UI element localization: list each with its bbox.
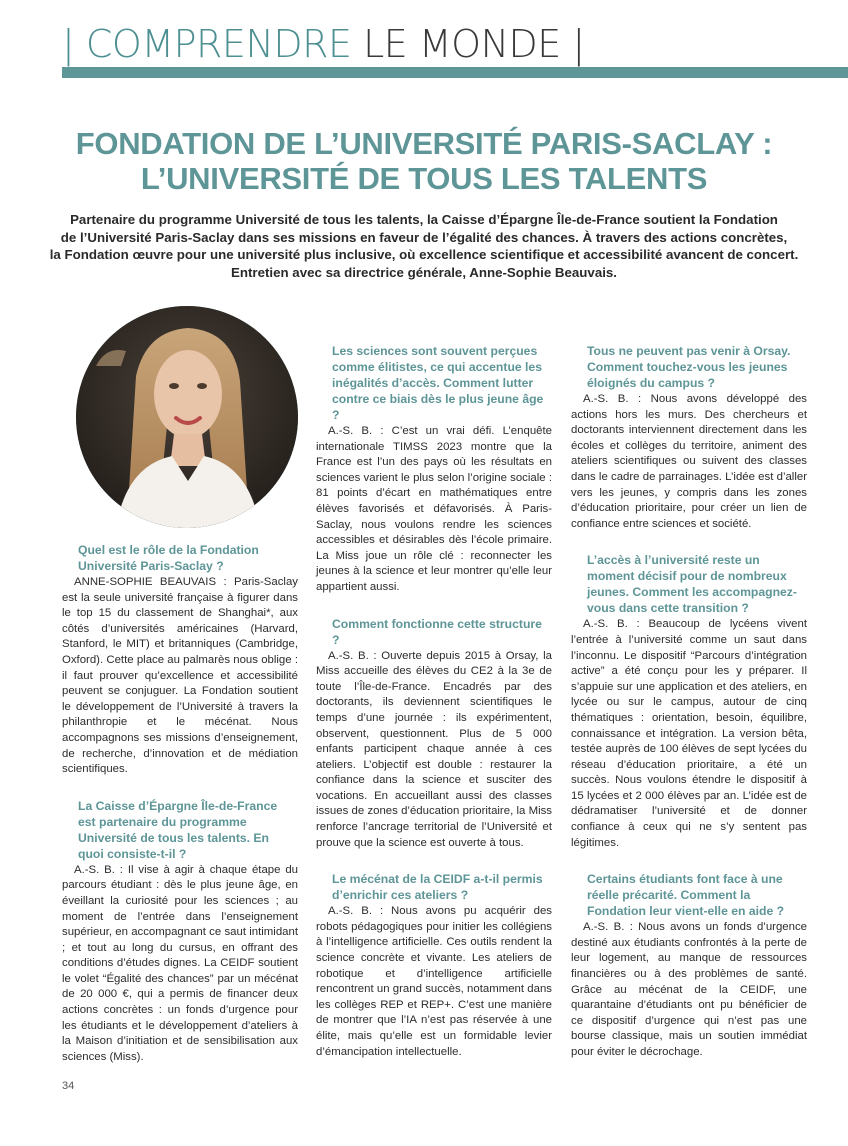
page-number: 34 [62,1080,75,1092]
answer-7: A.-S. B. : Beaucoup de lycéens vivent l’entrée à l’université comme un saut dans l’inconnu. Le dispositif “Parcours d’intégration active” a été conçu pour les y préparer. Il s’appuie sur une application et des ateliers, en lycée ou sur le campus, autour de cinq thématiques : orientation, besoin, équilibre, connaissance et intégration. La version bêta, testée auprès de 100 élèves de sept lycées du réseau d’éducation prioritaire, a été un succès. Nous voulons étendre le dispositif à 15 lycées et 2 000 élèves par an. L’idée est de dédramatiser l’université et de donner confiance à ceux qui ne s’y sentent pas légitimes. [571,618,807,849]
header-bar [62,67,848,78]
article-title [0,126,848,196]
section-rubric [62,20,585,68]
intro-line-4: Entretien avec sa directrice générale, Anne-Sophie Beauvais. [230,264,617,280]
answer-1: ANNE-SOPHIE BEAUVAIS : Paris-Saclay est la seule université française à figurer dans le top 15 du classement de Shanghai*, aux côtés d’universités américaines (Harvard, Stanford, le MIT) et britanniques (Cambridge, Oxford). Cette place au palmarès nous oblige : il faut prouver qu’excellence et accessibilité peuvent se conjuguer. La Fondation soutient le développement de l’Université à travers la philanthropie et le mécénat. Nous accompagnons ses missions d’enseignement, de recherche, d’innovation et de médiation scientifiques. [62,576,298,776]
answer-4: A.-S. B. : Ouverte depuis 2015 à Orsay, la Miss accueille des élèves du CE2 à la 3e de toute l’Île-de-France. Encadrés par des doctorants, ils deviennent scientifiques le temps d’une journée : ils expérimentent, observent, questionnent. Plus de 5 000 enfants participent chaque année à ces ateliers. L’objectif est double : restaurer la confiance dans la science et susciter des vocations. En accueillant aussi des classes issues de zones d’éducation prioritaire, la Miss renforce l’ancrage territorial de l’Université et prouve que la science est ouverte à tous. [316,649,552,849]
title-line-2: L’UNIVERSITÉ DE TOUS LES TALENTS [140,161,708,196]
portrait-illustration [76,306,298,528]
answer-8: A.-S. B. : Nous avons un fonds d’urgence destiné aux étudiants confrontés à la perte de leur logement, au manque de ressources financières ou à des problèmes de santé. Grâce au mécénat de la CEIDF, une quarantaine d’étudiants ont pu bénéficier de ce dispositif d’urgence qui n’est pas une bourse classique, mais un soutien immédiat pour éviter le décrochage. [571,921,807,1058]
question-5: Le mécénat de la CEIDF a-t-il permis d’enrichir ces ateliers ? [332,872,543,903]
question-7: L’accès à l’université reste un moment décisif pour de nombreux jeunes. Comment les accompagnez-vous dans cette transition ? [587,553,797,616]
answer-5: A.-S. B. : Nous avons pu acquérir des robots pédagogiques pour initier les collégiens à l’intelligence artificielle. Ces outils rendent la science concrète et vivante. Les ateliers de robotique et d’intelligence artificielle rencontrent un grand succès, notamment dans les collèges REP et REP+. C’est une manière de montrer que l’IA n’est pas réservée à une élite, mais qu’elle est un formidable levier d’émancipation intellectuelle. [316,905,552,1058]
answer-6: A.-S. B. : Nous avons développé des actions hors les murs. Des chercheurs et doctorants interviennent directement dans les écoles et collèges du territoire, animent des ateliers scientifiques ou suivent des classes dans le cadre de parrainages. L’idée est d’aller vers les jeunes, y compris dans les zones d’éducation prioritaire, pour créer un lien de confiance entre sciences et société. [571,393,807,530]
intro-line-2: de l’Université Paris-Saclay dans ses missions en faveur de l’égalité des chances. À travers des actions concrètes, [60,229,788,245]
question-1: Quel est le rôle de la Fondation Université Paris-Saclay ? [78,543,259,573]
answer-2: A.-S. B. : Il vise à agir à chaque étape du parcours étudiant : dès le plus jeune âge, en éveillant la curiosité pour les sciences ; au moment de l’entrée dans l’enseignement supérieur, en accompagnant ce saut intimidant ; et tout au long du cursus, en offrant des conditions d’études dignes. La CEIDF soutient le volet “Égalité des chances” par un mécénat de 20 000 €, qui a permis de financer deux actions concrètes : un fonds d’urgence pour les étudiants et le développement d’ateliers à la Maison d’initiation et de sensibilisation aux sciences (Miss). [62,863,298,1063]
intro-line-1: Partenaire du programme Université de tous les talents, la Caisse d’Épargne Île-de-France soutient la Fondation [70,212,778,227]
question-3: Les sciences sont souvent perçues comme élitistes, ce qui accentue les inégalités d’accès. Comment lutter contre ce biais dès le plus jeune âge ? [332,344,544,422]
portrait-photo [76,306,298,528]
title-line-1: FONDATION DE L’UNIVERSITÉ PARIS-SACLAY : [75,126,773,161]
article-intro [30,211,818,281]
question-8: Certains étudiants font face à une réelle précarité. Comment la Fondation leur vient-elle en aide ? [587,872,785,919]
rubric-part2: LE MONDE | [351,22,585,66]
question-4: Comment fonctionne cette structure ? [332,616,542,647]
rubric-part1: | COMPRENDRE [62,22,352,66]
column-2 [316,343,552,1060]
answer-3: A.-S. B. : C’est un vrai défi. L’enquête internationale TIMSS 2023 montre que la France est l’un des pays où les résultats en sciences varient le plus selon l’origine sociale : 81 points d’écart en mathématiques entre élèves favorisés et défavorisés. À Paris-Saclay, nous voulons rendre les sciences accessibles et désirables dès l’école primaire. La Miss joue un rôle clé : reconnecter les jeunes à la science et leur montrer qu’elle leur appartient aussi. [316,425,552,593]
intro-line-3: la Fondation œuvre pour une université plus inclusive, où excellence scientifique et accessibilité avancent de concert. [49,247,799,263]
column-1 [62,542,298,1065]
column-3 [571,343,807,1061]
question-2: La Caisse d’Épargne Île-de-France est partenaire du programme Université de tous les talents. En quoi consiste-t-il ? [78,798,278,861]
question-6: Tous ne peuvent pas venir à Orsay. Comment touchez-vous les jeunes éloignés du campus ? [587,344,791,390]
